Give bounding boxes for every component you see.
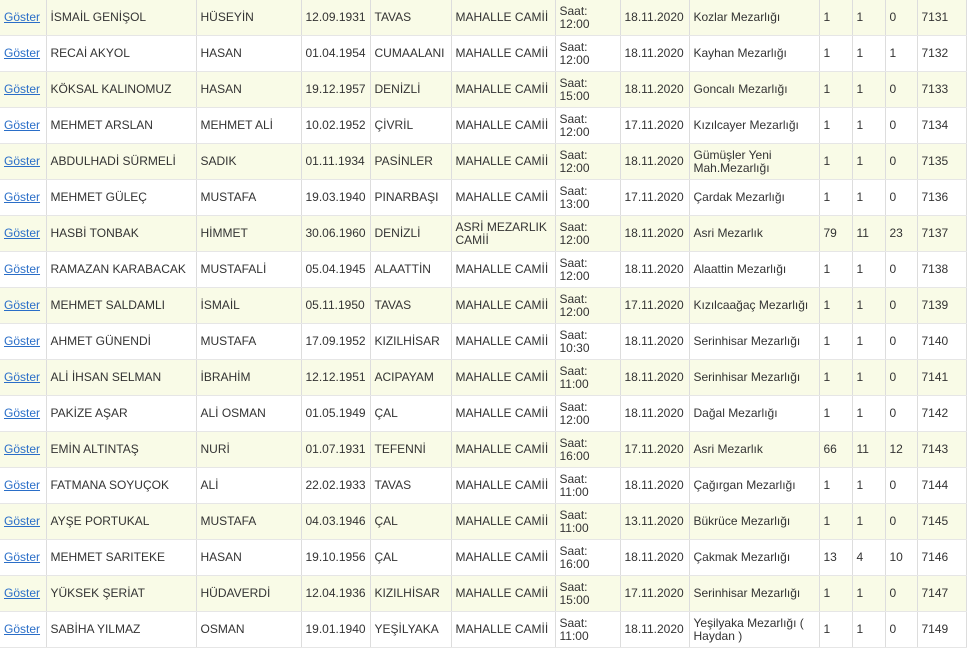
record-id-cell: 7147 — [917, 576, 966, 612]
deceased-name-cell: AYŞE PORTUKAL — [46, 504, 196, 540]
birth-date-cell: 12.04.1936 — [301, 576, 370, 612]
birth-date-cell: 05.04.1945 — [301, 252, 370, 288]
action-cell — [0, 612, 46, 648]
birth-date-cell: 19.10.1956 — [301, 540, 370, 576]
count-3-cell: 0 — [885, 288, 917, 324]
table-row — [0, 144, 966, 180]
count-2-cell: 1 — [852, 0, 885, 36]
record-id-cell: 7139 — [917, 288, 966, 324]
mosque-cell: MAHALLE CAMİİ — [451, 144, 555, 180]
birth-date-cell: 10.02.1952 — [301, 108, 370, 144]
birth-place-cell: TEFENNİ — [370, 432, 451, 468]
mosque-cell: MAHALLE CAMİİ — [451, 468, 555, 504]
action-cell — [0, 36, 46, 72]
table-row — [0, 612, 966, 648]
prayer-time-cell: Saat: 11:00 — [555, 612, 620, 648]
mosque-cell: MAHALLE CAMİİ — [451, 36, 555, 72]
burial-date-cell: 18.11.2020 — [620, 252, 689, 288]
count-1-cell: 1 — [819, 72, 852, 108]
burial-date-cell: 18.11.2020 — [620, 360, 689, 396]
birth-date-cell: 01.04.1954 — [301, 36, 370, 72]
father-name-cell: HÜSEYİN — [196, 0, 301, 36]
show-link[interactable]: Göster — [4, 262, 41, 276]
record-id-cell: 7144 — [917, 468, 966, 504]
father-name-cell: MUSTAFA — [196, 324, 301, 360]
deceased-name-cell: İSMAİL GENİŞOL — [46, 0, 196, 36]
birth-place-cell: ÇAL — [370, 504, 451, 540]
burial-date-cell: 18.11.2020 — [620, 144, 689, 180]
cemetery-cell: Kızılcayer Mezarlığı — [689, 108, 819, 144]
prayer-time-cell: Saat: 16:00 — [555, 540, 620, 576]
prayer-time-cell: Saat: 10:30 — [555, 324, 620, 360]
birth-place-cell: ÇAL — [370, 540, 451, 576]
count-1-cell: 1 — [819, 36, 852, 72]
prayer-time-cell: Saat: 12:00 — [555, 216, 620, 252]
count-2-cell: 1 — [852, 108, 885, 144]
show-link[interactable]: Göster — [4, 46, 41, 60]
show-link[interactable]: Göster — [4, 82, 41, 96]
count-3-cell: 0 — [885, 468, 917, 504]
action-cell — [0, 216, 46, 252]
prayer-time-cell: Saat: 12:00 — [555, 396, 620, 432]
table-row — [0, 216, 966, 252]
record-id-cell: 7137 — [917, 216, 966, 252]
father-name-cell: HASAN — [196, 36, 301, 72]
count-2-cell: 1 — [852, 252, 885, 288]
count-2-cell: 1 — [852, 144, 885, 180]
cemetery-cell: Alaattin Mezarlığı — [689, 252, 819, 288]
table-row — [0, 0, 966, 36]
action-cell — [0, 360, 46, 396]
table-row — [0, 288, 966, 324]
record-id-cell: 7134 — [917, 108, 966, 144]
burial-date-cell: 18.11.2020 — [620, 0, 689, 36]
birth-place-cell: DENİZLİ — [370, 72, 451, 108]
count-2-cell: 1 — [852, 288, 885, 324]
count-3-cell: 10 — [885, 540, 917, 576]
burial-date-cell: 18.11.2020 — [620, 468, 689, 504]
birth-place-cell: KIZILHİSAR — [370, 324, 451, 360]
count-1-cell: 1 — [819, 144, 852, 180]
action-cell — [0, 504, 46, 540]
prayer-time-cell: Saat: 11:00 — [555, 360, 620, 396]
burial-date-cell: 17.11.2020 — [620, 432, 689, 468]
action-cell — [0, 144, 46, 180]
count-1-cell: 1 — [819, 468, 852, 504]
count-3-cell: 0 — [885, 576, 917, 612]
show-link[interactable]: Göster — [4, 10, 41, 24]
birth-place-cell: YEŞİLYAKA — [370, 612, 451, 648]
birth-place-cell: ACIPAYAM — [370, 360, 451, 396]
mosque-cell: MAHALLE CAMİİ — [451, 72, 555, 108]
count-3-cell: 0 — [885, 612, 917, 648]
prayer-time-cell: Saat: 12:00 — [555, 108, 620, 144]
mosque-cell: MAHALLE CAMİİ — [451, 396, 555, 432]
count-2-cell: 1 — [852, 324, 885, 360]
count-3-cell: 0 — [885, 360, 917, 396]
deceased-name-cell: MEHMET GÜLEÇ — [46, 180, 196, 216]
father-name-cell: HÜDAVERDİ — [196, 576, 301, 612]
count-3-cell: 0 — [885, 180, 917, 216]
deceased-name-cell: YÜKSEK ŞERİAT — [46, 576, 196, 612]
cemetery-cell: Çağırgan Mezarlığı — [689, 468, 819, 504]
deceased-name-cell: MEHMET SARITEKE — [46, 540, 196, 576]
cemetery-cell: Yeşilyaka Mezarlığı ( Haydan ) — [689, 612, 819, 648]
birth-place-cell: PASİNLER — [370, 144, 451, 180]
count-2-cell: 1 — [852, 396, 885, 432]
count-1-cell: 1 — [819, 288, 852, 324]
deceased-name-cell: HASBİ TONBAK — [46, 216, 196, 252]
show-link[interactable]: Göster — [4, 478, 41, 492]
show-link[interactable]: Göster — [4, 226, 41, 240]
mosque-cell: MAHALLE CAMİİ — [451, 0, 555, 36]
record-id-cell: 7140 — [917, 324, 966, 360]
prayer-time-cell: Saat: 13:00 — [555, 180, 620, 216]
birth-place-cell: TAVAS — [370, 0, 451, 36]
father-name-cell: HASAN — [196, 540, 301, 576]
count-1-cell: 1 — [819, 108, 852, 144]
show-link[interactable]: Göster — [4, 370, 41, 384]
count-2-cell: 1 — [852, 72, 885, 108]
action-cell — [0, 540, 46, 576]
action-cell — [0, 180, 46, 216]
show-link[interactable]: Göster — [4, 586, 41, 600]
table-row — [0, 324, 966, 360]
action-cell — [0, 288, 46, 324]
action-cell — [0, 72, 46, 108]
father-name-cell: ALİ OSMAN — [196, 396, 301, 432]
count-2-cell: 1 — [852, 180, 885, 216]
deceased-name-cell: EMİN ALTINTAŞ — [46, 432, 196, 468]
prayer-time-cell: Saat: 11:00 — [555, 504, 620, 540]
birth-place-cell: ÇİVRİL — [370, 108, 451, 144]
action-cell — [0, 324, 46, 360]
table-row — [0, 540, 966, 576]
cemetery-cell: Gümüşler Yeni Mah.Mezarlığı — [689, 144, 819, 180]
count-3-cell: 0 — [885, 504, 917, 540]
father-name-cell: NURİ — [196, 432, 301, 468]
count-2-cell: 1 — [852, 504, 885, 540]
count-1-cell: 1 — [819, 360, 852, 396]
birth-date-cell: 01.05.1949 — [301, 396, 370, 432]
deceased-name-cell: ABDULHADİ SÜRMELİ — [46, 144, 196, 180]
prayer-time-cell: Saat: 15:00 — [555, 576, 620, 612]
birth-date-cell: 01.07.1931 — [301, 432, 370, 468]
count-3-cell: 0 — [885, 396, 917, 432]
cemetery-cell: Kızılcaağaç Mezarlığı — [689, 288, 819, 324]
record-id-cell: 7136 — [917, 180, 966, 216]
count-3-cell: 0 — [885, 0, 917, 36]
action-cell — [0, 468, 46, 504]
prayer-time-cell: Saat: 12:00 — [555, 144, 620, 180]
birth-place-cell: TAVAS — [370, 468, 451, 504]
father-name-cell: OSMAN — [196, 612, 301, 648]
burial-date-cell: 18.11.2020 — [620, 540, 689, 576]
mosque-cell: MAHALLE CAMİİ — [451, 252, 555, 288]
table-row — [0, 432, 966, 468]
count-1-cell: 1 — [819, 0, 852, 36]
table-row — [0, 468, 966, 504]
record-id-cell: 7133 — [917, 72, 966, 108]
prayer-time-cell: Saat: 11:00 — [555, 468, 620, 504]
table-row — [0, 360, 966, 396]
count-3-cell: 0 — [885, 72, 917, 108]
deceased-name-cell: MEHMET SALDAMLI — [46, 288, 196, 324]
burial-date-cell: 13.11.2020 — [620, 504, 689, 540]
show-link[interactable]: Göster — [4, 442, 41, 456]
birth-date-cell: 01.11.1934 — [301, 144, 370, 180]
deceased-name-cell: AHMET GÜNENDİ — [46, 324, 196, 360]
prayer-time-cell: Saat: 15:00 — [555, 72, 620, 108]
father-name-cell: İBRAHİM — [196, 360, 301, 396]
cemetery-cell: Dağal Mezarlığı — [689, 396, 819, 432]
birth-place-cell: ALAATTİN — [370, 252, 451, 288]
action-cell — [0, 0, 46, 36]
birth-date-cell: 12.12.1951 — [301, 360, 370, 396]
burial-date-cell: 18.11.2020 — [620, 324, 689, 360]
table-row — [0, 576, 966, 612]
count-1-cell: 1 — [819, 324, 852, 360]
mosque-cell: MAHALLE CAMİİ — [451, 432, 555, 468]
deceased-name-cell: SABİHA YILMAZ — [46, 612, 196, 648]
birth-place-cell: CUMAALANI — [370, 36, 451, 72]
father-name-cell: MUSTAFA — [196, 504, 301, 540]
birth-place-cell: PINARBAŞI — [370, 180, 451, 216]
mosque-cell: MAHALLE CAMİİ — [451, 504, 555, 540]
father-name-cell: MEHMET ALİ — [196, 108, 301, 144]
prayer-time-cell: Saat: 12:00 — [555, 288, 620, 324]
burial-date-cell: 17.11.2020 — [620, 108, 689, 144]
count-2-cell: 1 — [852, 576, 885, 612]
count-3-cell: 0 — [885, 252, 917, 288]
show-link[interactable]: Göster — [4, 298, 41, 312]
prayer-time-cell: Saat: 16:00 — [555, 432, 620, 468]
cemetery-cell: Serinhisar Mezarlığı — [689, 576, 819, 612]
father-name-cell: MUSTAFALİ — [196, 252, 301, 288]
burial-date-cell: 18.11.2020 — [620, 216, 689, 252]
burial-date-cell: 18.11.2020 — [620, 612, 689, 648]
birth-date-cell: 04.03.1946 — [301, 504, 370, 540]
count-2-cell: 11 — [852, 432, 885, 468]
record-id-cell: 7138 — [917, 252, 966, 288]
deceased-name-cell: RAMAZAN KARABACAK — [46, 252, 196, 288]
burial-date-cell: 18.11.2020 — [620, 396, 689, 432]
show-link[interactable]: Göster — [4, 334, 41, 348]
birth-date-cell: 12.09.1931 — [301, 0, 370, 36]
birth-place-cell: TAVAS — [370, 288, 451, 324]
count-3-cell: 0 — [885, 144, 917, 180]
table-row — [0, 504, 966, 540]
burial-date-cell: 18.11.2020 — [620, 72, 689, 108]
burial-date-cell: 17.11.2020 — [620, 180, 689, 216]
cemetery-cell: Kayhan Mezarlığı — [689, 36, 819, 72]
show-link[interactable]: Göster — [4, 622, 41, 636]
count-1-cell: 79 — [819, 216, 852, 252]
deceased-name-cell: RECAİ AKYOL — [46, 36, 196, 72]
table-row — [0, 252, 966, 288]
count-1-cell: 1 — [819, 576, 852, 612]
mosque-cell: MAHALLE CAMİİ — [451, 288, 555, 324]
count-1-cell: 1 — [819, 180, 852, 216]
birth-place-cell: ÇAL — [370, 396, 451, 432]
burial-date-cell: 18.11.2020 — [620, 36, 689, 72]
deceased-name-cell: MEHMET ARSLAN — [46, 108, 196, 144]
prayer-time-cell: Saat: 12:00 — [555, 252, 620, 288]
action-cell — [0, 396, 46, 432]
action-cell — [0, 576, 46, 612]
birth-place-cell: DENİZLİ — [370, 216, 451, 252]
cemetery-cell: Çakmak Mezarlığı — [689, 540, 819, 576]
birth-date-cell: 19.01.1940 — [301, 612, 370, 648]
count-3-cell: 0 — [885, 108, 917, 144]
count-1-cell: 13 — [819, 540, 852, 576]
record-id-cell: 7142 — [917, 396, 966, 432]
cemetery-cell: Serinhisar Mezarlığı — [689, 360, 819, 396]
show-link[interactable]: Göster — [4, 154, 41, 168]
cemetery-cell: Goncalı Mezarlığı — [689, 72, 819, 108]
mosque-cell: MAHALLE CAMİİ — [451, 540, 555, 576]
cemetery-cell: Bükrüce Mezarlığı — [689, 504, 819, 540]
table-row — [0, 72, 966, 108]
action-cell — [0, 108, 46, 144]
action-cell — [0, 252, 46, 288]
count-1-cell: 66 — [819, 432, 852, 468]
count-3-cell: 23 — [885, 216, 917, 252]
count-1-cell: 1 — [819, 504, 852, 540]
father-name-cell: HASAN — [196, 72, 301, 108]
cemetery-cell: Çardak Mezarlığı — [689, 180, 819, 216]
record-id-cell: 7131 — [917, 0, 966, 36]
birth-date-cell: 19.03.1940 — [301, 180, 370, 216]
count-2-cell: 1 — [852, 360, 885, 396]
cemetery-cell: Kozlar Mezarlığı — [689, 0, 819, 36]
cemetery-cell: Serinhisar Mezarlığı — [689, 324, 819, 360]
record-id-cell: 7143 — [917, 432, 966, 468]
deceased-name-cell: ALİ İHSAN SELMAN — [46, 360, 196, 396]
count-1-cell: 1 — [819, 252, 852, 288]
birth-place-cell: KIZILHİSAR — [370, 576, 451, 612]
cemetery-cell: Asri Mezarlık — [689, 216, 819, 252]
birth-date-cell: 22.02.1933 — [301, 468, 370, 504]
record-id-cell: 7135 — [917, 144, 966, 180]
deceased-name-cell: KÖKSAL KALINOMUZ — [46, 72, 196, 108]
table-row — [0, 36, 966, 72]
birth-date-cell: 30.06.1960 — [301, 216, 370, 252]
prayer-time-cell: Saat: 12:00 — [555, 36, 620, 72]
table-row — [0, 396, 966, 432]
record-id-cell: 7132 — [917, 36, 966, 72]
mosque-cell: MAHALLE CAMİİ — [451, 360, 555, 396]
mosque-cell: MAHALLE CAMİİ — [451, 612, 555, 648]
father-name-cell: ALİ — [196, 468, 301, 504]
count-2-cell: 1 — [852, 36, 885, 72]
count-3-cell: 1 — [885, 36, 917, 72]
birth-date-cell: 19.12.1957 — [301, 72, 370, 108]
father-name-cell: MUSTAFA — [196, 180, 301, 216]
father-name-cell: HİMMET — [196, 216, 301, 252]
show-link[interactable]: Göster — [4, 190, 41, 204]
table-row — [0, 108, 966, 144]
father-name-cell: İSMAİL — [196, 288, 301, 324]
burial-date-cell: 17.11.2020 — [620, 288, 689, 324]
mosque-cell: MAHALLE CAMİİ — [451, 576, 555, 612]
count-3-cell: 0 — [885, 324, 917, 360]
count-2-cell: 11 — [852, 216, 885, 252]
count-2-cell: 1 — [852, 612, 885, 648]
show-link[interactable]: Göster — [4, 118, 41, 132]
show-link[interactable]: Göster — [4, 514, 41, 528]
count-1-cell: 1 — [819, 396, 852, 432]
table-row — [0, 180, 966, 216]
mosque-cell: MAHALLE CAMİİ — [451, 180, 555, 216]
count-2-cell: 1 — [852, 468, 885, 504]
mosque-cell: MAHALLE CAMİİ — [451, 324, 555, 360]
record-id-cell: 7149 — [917, 612, 966, 648]
mosque-cell: MAHALLE CAMİİ — [451, 108, 555, 144]
birth-date-cell: 17.09.1952 — [301, 324, 370, 360]
count-1-cell: 1 — [819, 612, 852, 648]
father-name-cell: SADIK — [196, 144, 301, 180]
count-3-cell: 12 — [885, 432, 917, 468]
cemetery-cell: Asri Mezarlık — [689, 432, 819, 468]
deceased-name-cell: FATMANA SOYUÇOK — [46, 468, 196, 504]
mosque-cell: ASRİ MEZARLIK CAMİİ — [451, 216, 555, 252]
record-id-cell: 7146 — [917, 540, 966, 576]
show-link[interactable]: Göster — [4, 406, 41, 420]
prayer-time-cell: Saat: 12:00 — [555, 0, 620, 36]
deceased-name-cell: PAKİZE AŞAR — [46, 396, 196, 432]
burial-date-cell: 17.11.2020 — [620, 576, 689, 612]
action-cell — [0, 432, 46, 468]
show-link[interactable]: Göster — [4, 550, 41, 564]
count-2-cell: 4 — [852, 540, 885, 576]
record-id-cell: 7141 — [917, 360, 966, 396]
record-id-cell: 7145 — [917, 504, 966, 540]
birth-date-cell: 05.11.1950 — [301, 288, 370, 324]
